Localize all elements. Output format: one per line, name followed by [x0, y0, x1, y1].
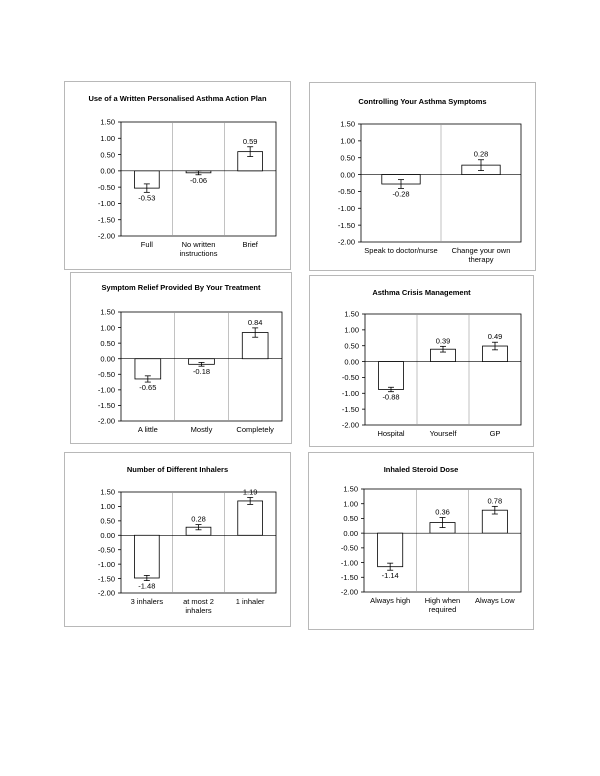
- y-tick-label: -0.50: [341, 373, 359, 383]
- y-tick-label: -1.00: [340, 558, 358, 568]
- data-label: 0.59: [242, 136, 258, 146]
- category-label: Full: [140, 240, 153, 249]
- y-tick-label: -2.00: [97, 416, 115, 426]
- chart-svg: [71, 273, 293, 445]
- y-tick-label: -2.00: [340, 587, 358, 597]
- data-label: -0.53: [138, 193, 156, 203]
- y-tick-label: -0.50: [97, 545, 115, 555]
- data-label: 0.49: [487, 332, 503, 342]
- y-tick-label: -1.00: [337, 203, 355, 213]
- y-tick-label: 1.50: [100, 487, 115, 497]
- y-tick-label: -2.00: [97, 231, 115, 241]
- y-tick-label: 1.00: [100, 133, 115, 143]
- y-tick-label: -2.00: [97, 588, 115, 598]
- y-tick-label: -1.50: [341, 404, 359, 414]
- chart-title: Controlling Your Asthma Symptoms: [358, 97, 487, 106]
- chart-title: Use of a Written Personalised Asthma Action Plan: [88, 94, 267, 103]
- category-label: No written instructions: [179, 240, 218, 258]
- y-tick-label: -2.00: [337, 237, 355, 247]
- chart-panel-action-plan: [64, 81, 291, 270]
- chart-panel-controlling-symptoms: [309, 82, 536, 271]
- chart-title: Asthma Crisis Management: [372, 288, 471, 297]
- y-tick-label: -1.50: [97, 215, 115, 225]
- y-tick-label: -1.00: [97, 385, 115, 395]
- y-tick-label: 1.50: [100, 117, 115, 127]
- category-label: Yourself: [429, 429, 457, 438]
- y-tick-label: 1.50: [343, 484, 358, 494]
- chart-panel-steroid-dose: [308, 452, 534, 630]
- bar: [238, 501, 263, 535]
- data-label: -0.28: [392, 189, 410, 199]
- category-label: GP: [489, 429, 501, 438]
- y-tick-label: -0.50: [97, 369, 115, 379]
- y-tick-label: 0.50: [100, 338, 115, 348]
- y-tick-label: -1.00: [341, 388, 359, 398]
- y-tick-label: 0.00: [100, 166, 115, 176]
- y-tick-label: 0.00: [343, 528, 358, 538]
- bar: [134, 535, 159, 578]
- chart-title: Number of Different Inhalers: [126, 465, 229, 474]
- chart-title: Inhaled Steroid Dose: [383, 465, 459, 474]
- chart-svg: [310, 83, 537, 272]
- data-label: -0.65: [139, 383, 157, 393]
- y-tick-label: -1.00: [97, 199, 115, 209]
- y-tick-label: -0.50: [97, 182, 115, 192]
- category-label: 1 inhaler: [235, 597, 265, 606]
- y-tick-label: 0.50: [100, 150, 115, 160]
- category-label: 3 inhalers: [130, 597, 164, 606]
- category-label: Hospital: [377, 429, 405, 438]
- data-label: -0.18: [192, 367, 211, 377]
- category-label: at most 2 inhalers: [183, 597, 214, 615]
- category-label: Brief: [242, 240, 258, 249]
- y-tick-label: -1.50: [337, 220, 355, 230]
- category-label: Always high: [370, 596, 411, 605]
- data-label: 1.19: [242, 487, 258, 497]
- data-label: -0.88: [382, 392, 400, 402]
- y-tick-label: 0.00: [340, 170, 355, 180]
- chart-svg: [65, 453, 292, 628]
- y-tick-label: 1.50: [100, 307, 115, 317]
- data-label: 0.84: [247, 317, 263, 327]
- y-tick-label: -0.50: [337, 187, 355, 197]
- chart-title: Symptom Relief Provided By Your Treatment: [101, 283, 261, 292]
- data-label: -1.14: [381, 571, 399, 581]
- category-label: High when required: [424, 596, 461, 614]
- y-tick-label: 0.50: [343, 514, 358, 524]
- y-tick-label: -1.50: [340, 572, 358, 582]
- chart-svg: [309, 453, 535, 631]
- category-label: Mostly: [190, 425, 213, 434]
- data-label: 0.36: [435, 507, 450, 517]
- y-tick-label: 0.50: [100, 516, 115, 526]
- y-tick-label: 0.50: [344, 341, 359, 351]
- data-label: -1.48: [138, 581, 156, 591]
- y-tick-label: -1.50: [97, 401, 115, 411]
- bar: [378, 533, 403, 567]
- category-label: A little: [137, 425, 158, 434]
- y-tick-label: 0.00: [100, 354, 115, 364]
- bar: [379, 362, 404, 390]
- chart-panel-inhalers: [64, 452, 291, 627]
- chart-panel-symptom-relief: [70, 272, 292, 444]
- y-tick-label: 0.00: [344, 357, 359, 367]
- chart-svg: [310, 276, 535, 448]
- chart-svg: [65, 82, 292, 271]
- category-label: Completely: [236, 425, 274, 434]
- data-label: 0.28: [191, 514, 206, 524]
- data-label: 0.78: [487, 496, 503, 506]
- y-tick-label: 0.00: [100, 530, 115, 540]
- y-tick-label: -0.50: [340, 543, 358, 553]
- y-tick-label: 1.00: [100, 502, 115, 512]
- y-tick-label: -1.00: [97, 559, 115, 569]
- y-tick-label: -2.00: [341, 420, 359, 430]
- y-tick-label: 1.00: [343, 499, 358, 509]
- category-label: Change your own therapy: [451, 246, 511, 264]
- data-label: 0.39: [435, 336, 451, 346]
- category-label: Always Low: [475, 596, 515, 605]
- data-label: -0.06: [189, 175, 208, 185]
- y-tick-label: 1.50: [344, 309, 359, 319]
- y-tick-label: -1.50: [97, 574, 115, 584]
- y-tick-label: 1.00: [340, 136, 355, 146]
- y-tick-label: 1.00: [344, 325, 359, 335]
- category-label: Speak to doctor/nurse: [364, 246, 438, 255]
- chart-panel-crisis-management: [309, 275, 534, 447]
- data-label: 0.28: [473, 149, 489, 159]
- y-tick-label: 1.00: [100, 323, 115, 333]
- y-tick-label: 1.50: [340, 119, 355, 129]
- y-tick-label: 0.50: [340, 153, 355, 163]
